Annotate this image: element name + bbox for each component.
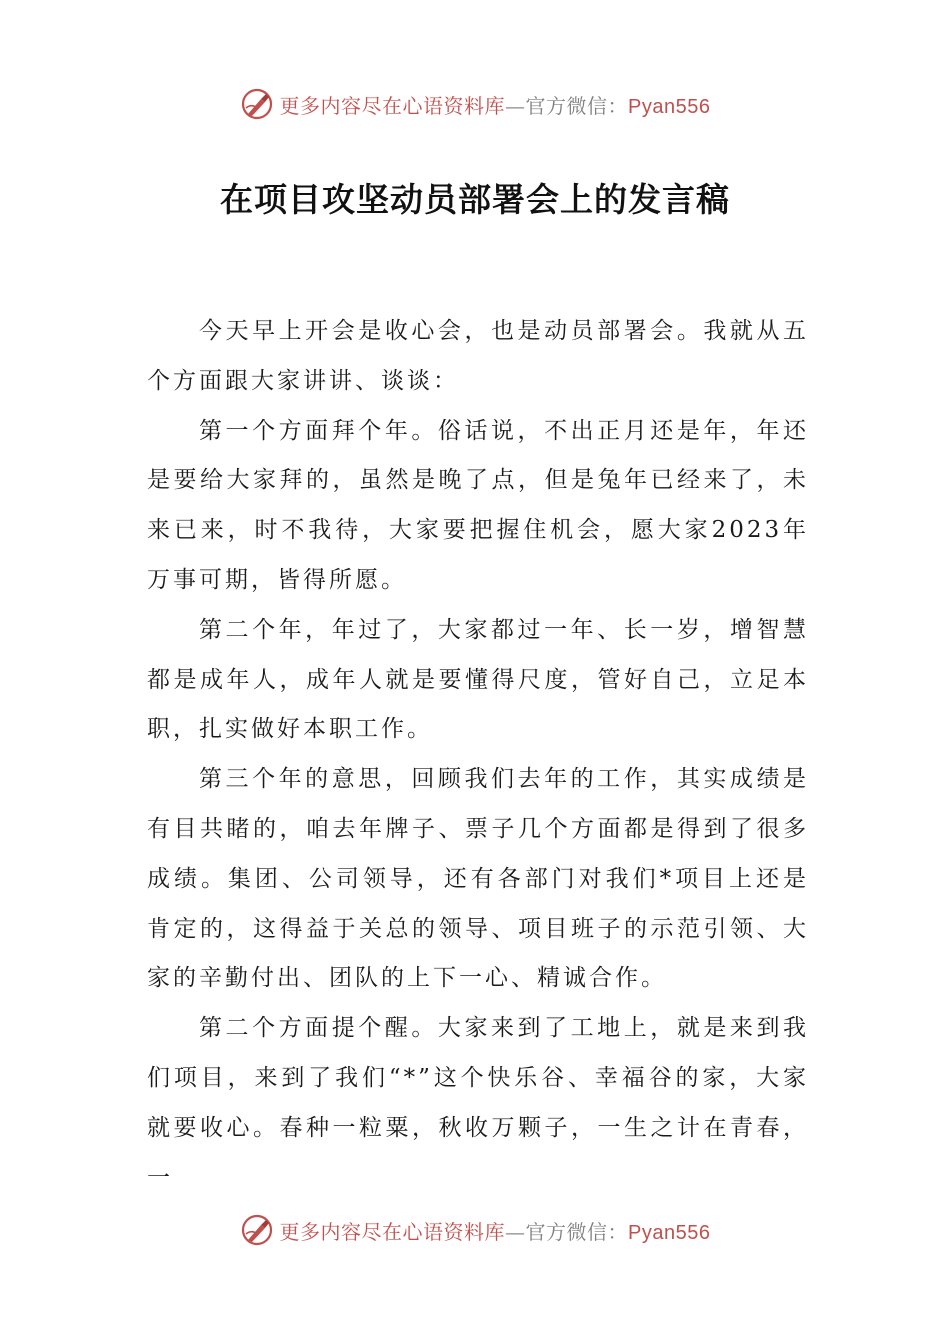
paragraph: 第二个方面提个醒。大家来到了工地上，就是来到我们项目，来到了我们“*”这个快乐谷、幸福谷的家，大家就要收心。春种一粒粟，秋收万颗子，一生之计在青春，一 (147, 1015, 809, 1191)
pen-nib-logo-icon (240, 1213, 274, 1247)
watermark-dash: — (505, 93, 526, 118)
paragraph: 第一个方面拜个年。俗话说，不出正月还是年，年还是要给大家拜的，虽然是晚了点，但是兔年已经来了，未来已来，时不我待，大家要把握住机会，愿大家2023年万事可期，皆得所愿。 (147, 417, 809, 593)
paragraph: 第二个年，年过了，大家都过一年、长一岁，增智慧都是成年人，成年人就是要懂得尺度，管好自己，立足本职，扎实做好本职工作。 (147, 616, 809, 743)
wechat-label: 官方微信： (525, 93, 629, 118)
page-title: 在项目攻坚动员部署会上的发言稿 (220, 180, 730, 219)
pen-nib-logo-icon (240, 87, 274, 121)
footer-watermark (0, 1208, 950, 1252)
header-watermark (0, 82, 950, 126)
watermark-text: 更多内容尽在心语资料库 (279, 1219, 506, 1244)
wechat-id: Pyan556 (628, 95, 711, 118)
wechat-id: Pyan556 (628, 1221, 711, 1244)
watermark-text: 更多内容尽在心语资料库 (279, 93, 506, 118)
paragraph: 第三个年的意思，回顾我们去年的工作，其实成绩是有目共睹的，咱去年牌子、票子几个方面都是得到了很多成绩。集团、公司领导，还有各部门对我们*项目上还是肯定的，这得益于关总的领导、项目班子的示范引领、大家的辛勤付出、团队的上下一心、精诚合作。 (147, 766, 809, 992)
watermark-dash: — (505, 1219, 526, 1244)
wechat-label: 官方微信： (525, 1219, 629, 1244)
document-body (147, 307, 809, 1203)
paragraph: 今天早上开会是收心会，也是动员部署会。我就从五个方面跟大家讲讲、谈谈： (147, 318, 809, 394)
